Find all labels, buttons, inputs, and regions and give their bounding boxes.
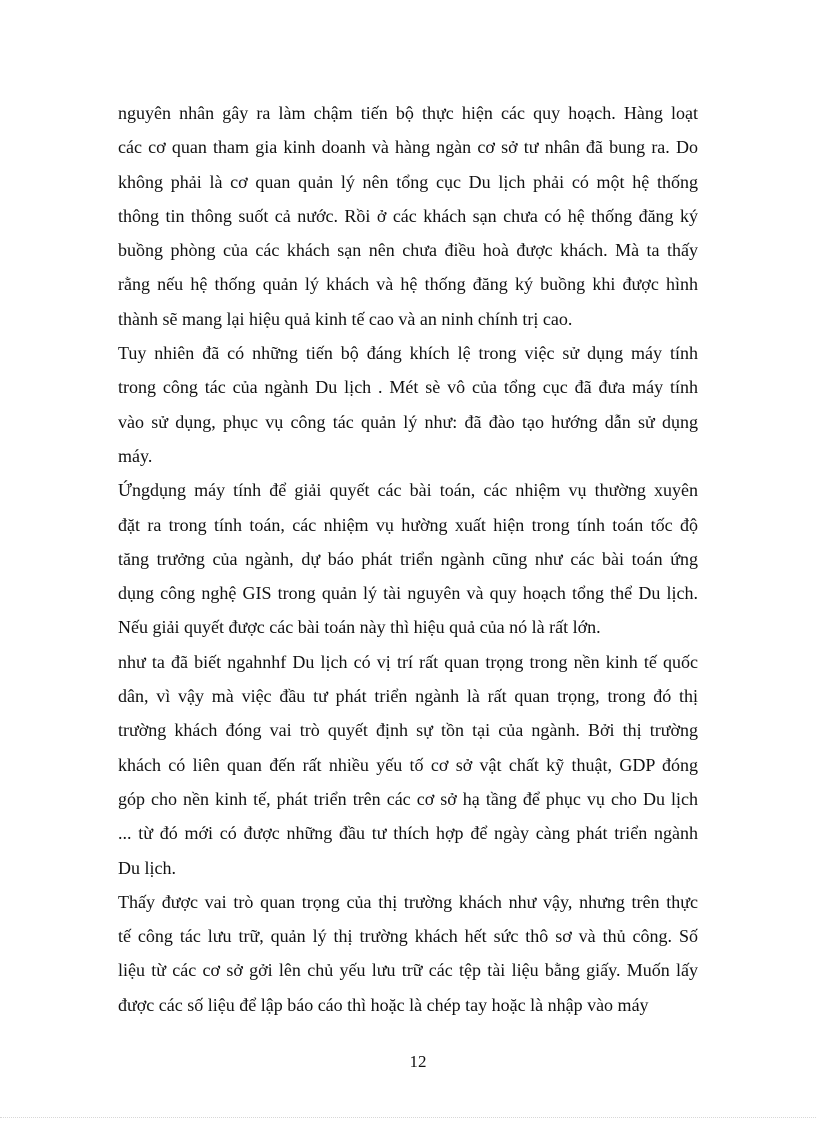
text-line: liệu từ các cơ sở gởi lên chủ yếu lưu trữ các tệp tài liệu bằng giấy. Muốn lấy	[118, 960, 698, 981]
text-line: khách có liên quan đến rất nhiều yếu tố cơ sở vật chất kỹ thuật, GDP đóng	[118, 754, 698, 775]
text-line: rằng nếu hệ thống quản lý khách và hệ thống đăng ký buồng khi được hình	[118, 274, 698, 295]
text-line: dân, vì vậy mà việc đầu tư phát triển ngành là rất quan trọng, trong đó thị	[118, 686, 698, 707]
text-line: góp cho nền kinh tế, phát triển trên các cơ sở hạ tầng để phục vụ cho Du lịch	[118, 788, 698, 809]
text-line: trường khách đóng vai trò quyết định sự tồn tại của ngành. Bởi thị trường	[118, 720, 698, 741]
text-line: như ta đã biết ngahnhf Du lịch có vị trí rất quan trọng trong nền kinh tế quốc	[118, 651, 698, 672]
text-line: nguyên nhân gây ra làm chậm tiến bộ thực hiện các quy hoạch. Hàng loạt	[118, 103, 698, 123]
text-line: tăng trưởng của ngành, dự báo phát triển ngành cũng như các bài toán ứng	[118, 548, 698, 569]
text-line: Tuy nhiên đã có những tiến bộ đáng khích lệ trong việc sử dụng máy tính	[118, 343, 698, 364]
text-line: không phải là cơ quan quản lý nên tổng cục Du lịch phải có một hệ thống	[118, 171, 698, 192]
text-line: ... từ đó mới có được những đầu tư thích hợp để ngày càng phát triển ngành	[118, 823, 698, 844]
page-bottom-divider	[0, 1117, 816, 1118]
text-line: dụng công nghệ GIS trong quản lý tài nguyên và quy hoạch tổng thể Du lịch.	[118, 583, 698, 604]
text-line: đặt ra trong tính toán, các nhiệm vụ hường xuất hiện trong tính toán tốc độ	[118, 514, 698, 535]
text-line: Ứngdụng máy tính để giải quyết các bài toán, các nhiệm vụ thường xuyên	[118, 480, 698, 501]
text-line: thông tin thông suốt cả nước. Rồi ở các khách sạn chưa có hệ thống đăng ký	[118, 205, 698, 226]
text-line: được các số liệu để lập báo cáo thì hoặc là chép tay hoặc là nhập vào máy	[118, 994, 649, 1015]
text-line: trong công tác của ngành Du lịch . Mét sè vô của tổng cục đã đưa máy tính	[118, 377, 698, 398]
page-number: 12	[409, 1052, 427, 1071]
text-line: vào sử dụng, phục vụ công tác quản lý như: đã đào tạo hướng dẫn sử dụng	[118, 411, 698, 432]
body-text	[118, 96, 698, 1022]
text-line: buồng phòng của các khách sạn nên chưa điều hoà được khách. Mà ta thấy	[118, 240, 698, 261]
text-line: Du lịch.	[118, 857, 176, 878]
text-line: Thấy được vai trò quan trọng của thị trường khách như vậy, nhưng trên thực	[118, 891, 698, 912]
text-line: Nếu giải quyết được các bài toán này thì hiệu quả của nó là rất lớn.	[118, 617, 601, 638]
text-line: thành sẽ mang lại hiệu quả kinh tế cao và an ninh chính trị cao.	[118, 308, 573, 329]
text-line: tế công tác lưu trữ, quản lý thị trường khách hết sức thô sơ và thủ công. Số	[118, 926, 698, 947]
text-line: các cơ quan tham gia kinh doanh và hàng ngàn cơ sở tư nhân đã bung ra. Do	[118, 137, 698, 158]
text-line: máy.	[118, 445, 153, 466]
